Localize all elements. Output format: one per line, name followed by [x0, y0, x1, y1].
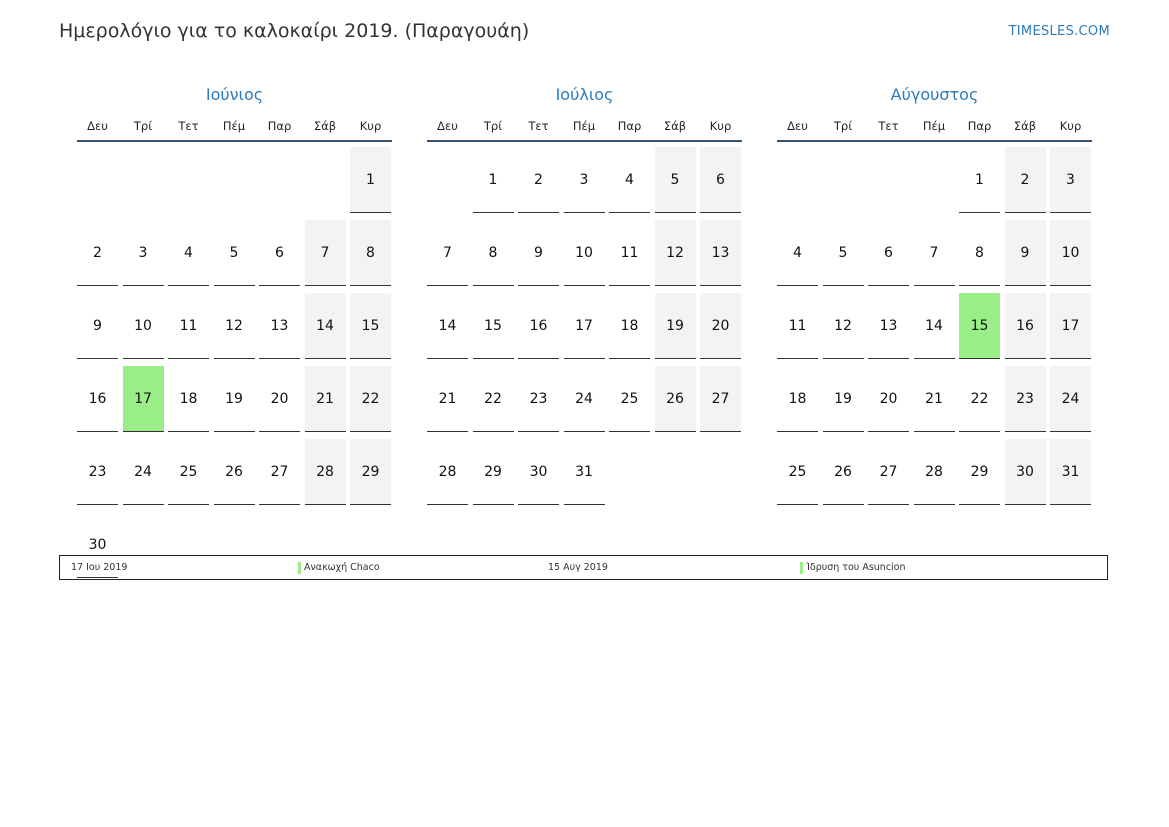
holiday-day: 15 — [959, 293, 1000, 359]
day-number: 27 — [868, 439, 909, 505]
day-number: 31 — [1050, 439, 1091, 505]
month-name: Ιούνιος — [205, 85, 264, 104]
day-cell — [777, 288, 818, 361]
day-number: 6 — [259, 220, 300, 286]
day-number: 5 — [823, 220, 864, 286]
day-number: 12 — [214, 293, 255, 359]
day-number: 17 — [1050, 293, 1091, 359]
day-cell — [777, 434, 818, 507]
day-number: 23 — [77, 439, 118, 505]
holiday-legend — [59, 555, 1108, 580]
day-number: 18 — [609, 293, 650, 359]
weekday-label: Τετ — [178, 119, 199, 133]
day-number: 6 — [700, 147, 741, 213]
day-cell — [518, 434, 559, 507]
day-number: 30 — [518, 439, 559, 505]
day-cell — [700, 361, 741, 434]
month-july — [427, 82, 742, 507]
day-number: 25 — [609, 366, 650, 432]
day-cell — [427, 434, 468, 507]
legend-label — [800, 556, 906, 580]
weekday-label: Σάβ — [313, 119, 337, 133]
weekday-label: Πέμ — [222, 119, 246, 133]
day-cell — [473, 142, 514, 215]
day-number: 2 — [1005, 147, 1046, 213]
day-cell — [305, 361, 346, 434]
day-cell — [959, 142, 1000, 215]
day-number: 27 — [259, 439, 300, 505]
weekday-label: Παρ — [967, 119, 992, 133]
day-cell — [1005, 288, 1046, 361]
day-number: 1 — [473, 147, 514, 213]
weekday-label: Παρ — [267, 119, 292, 133]
day-cell — [473, 288, 514, 361]
day-number: 6 — [868, 220, 909, 286]
day-number: 29 — [350, 439, 391, 505]
day-number: 9 — [1005, 220, 1046, 286]
day-cell — [609, 361, 650, 434]
legend-date: 17 Ιου 2019 — [71, 562, 128, 573]
day-number: 20 — [700, 293, 741, 359]
day-cell — [305, 215, 346, 288]
day-number: 13 — [700, 220, 741, 286]
weekday-label: Κυρ — [709, 119, 732, 133]
day-number: 24 — [564, 366, 605, 432]
weekday-label: Δευ — [787, 119, 808, 133]
legend-date: 15 Αυγ 2019 — [548, 562, 608, 573]
weekday-label: Τρί — [483, 119, 503, 133]
day-cell — [655, 142, 696, 215]
day-number: 28 — [914, 439, 955, 505]
day-number: 2 — [518, 147, 559, 213]
weekday-header — [77, 108, 392, 142]
empty-cell — [427, 142, 468, 215]
day-number: 15 — [473, 293, 514, 359]
weekday-label: Τετ — [528, 119, 549, 133]
day-cell — [518, 215, 559, 288]
empty-cell — [305, 142, 346, 215]
day-cell — [350, 288, 391, 361]
legend-label-text: Ανακωχή Chaco — [304, 562, 380, 573]
days-grid — [777, 142, 1092, 507]
day-cell — [914, 215, 955, 288]
weekday-label: Δευ — [437, 119, 458, 133]
day-number: 3 — [1050, 147, 1091, 213]
day-cell — [959, 288, 1000, 361]
day-number: 18 — [777, 366, 818, 432]
day-number: 22 — [350, 366, 391, 432]
day-number: 10 — [123, 293, 164, 359]
day-cell — [823, 215, 864, 288]
month-name: Ιούλιος — [555, 85, 614, 104]
day-cell — [655, 361, 696, 434]
day-cell — [77, 434, 118, 507]
day-cell — [700, 288, 741, 361]
day-number: 31 — [564, 439, 605, 505]
weekday-header — [777, 108, 1092, 142]
holiday-swatch — [298, 562, 301, 574]
day-cell — [350, 142, 391, 215]
day-number: 16 — [518, 293, 559, 359]
day-number: 24 — [123, 439, 164, 505]
weekday-label: Παρ — [617, 119, 642, 133]
day-cell — [823, 361, 864, 434]
day-number: 9 — [77, 293, 118, 359]
day-cell — [868, 215, 909, 288]
month-june — [77, 82, 392, 580]
day-cell — [305, 288, 346, 361]
day-cell — [777, 361, 818, 434]
day-cell — [655, 288, 696, 361]
day-cell — [427, 288, 468, 361]
day-cell — [473, 434, 514, 507]
day-number: 7 — [427, 220, 468, 286]
day-number: 8 — [350, 220, 391, 286]
legend-label — [298, 556, 380, 580]
day-cell — [1005, 361, 1046, 434]
weekday-label: Τετ — [878, 119, 899, 133]
day-cell — [959, 434, 1000, 507]
weekday-label: Τρί — [133, 119, 153, 133]
day-number: 5 — [214, 220, 255, 286]
day-number: 11 — [168, 293, 209, 359]
day-cell — [214, 215, 255, 288]
day-cell — [473, 215, 514, 288]
day-number: 22 — [959, 366, 1000, 432]
month-name: Αύγουστος — [890, 85, 979, 104]
day-cell — [564, 434, 605, 507]
day-number: 13 — [259, 293, 300, 359]
day-number: 15 — [350, 293, 391, 359]
day-cell — [1005, 434, 1046, 507]
empty-cell — [77, 142, 118, 215]
day-number: 21 — [305, 366, 346, 432]
day-cell — [823, 288, 864, 361]
page-title: Ημερολόγιο για το καλοκαίρι 2019. (Παραγουάη) — [59, 20, 530, 42]
day-cell — [914, 361, 955, 434]
day-cell — [123, 434, 164, 507]
day-cell — [259, 215, 300, 288]
day-number: 26 — [823, 439, 864, 505]
day-cell — [700, 215, 741, 288]
weekday-label: Σάβ — [1013, 119, 1037, 133]
day-number: 23 — [518, 366, 559, 432]
day-number: 14 — [427, 293, 468, 359]
day-number: 27 — [700, 366, 741, 432]
weekday-label: Κυρ — [1059, 119, 1082, 133]
empty-cell — [168, 142, 209, 215]
weekday-label: Τρί — [833, 119, 853, 133]
day-cell — [259, 361, 300, 434]
holiday-day: 17 — [123, 366, 164, 432]
day-cell — [427, 361, 468, 434]
empty-cell — [823, 142, 864, 215]
day-cell — [609, 288, 650, 361]
day-cell — [564, 361, 605, 434]
day-cell — [214, 288, 255, 361]
day-number: 3 — [564, 147, 605, 213]
day-number: 26 — [214, 439, 255, 505]
empty-cell — [777, 142, 818, 215]
day-cell — [914, 434, 955, 507]
day-number: 28 — [305, 439, 346, 505]
day-cell — [77, 215, 118, 288]
day-cell — [777, 215, 818, 288]
site-link[interactable]: TIMESLES.COM — [1008, 24, 1110, 39]
weekday-label: Πέμ — [572, 119, 596, 133]
weekday-label: Πέμ — [922, 119, 946, 133]
day-cell — [1005, 215, 1046, 288]
days-grid — [427, 142, 742, 507]
day-cell — [609, 215, 650, 288]
day-number: 5 — [655, 147, 696, 213]
day-number: 14 — [914, 293, 955, 359]
day-cell — [868, 361, 909, 434]
day-number: 23 — [1005, 366, 1046, 432]
day-number: 8 — [959, 220, 1000, 286]
day-number: 19 — [214, 366, 255, 432]
day-cell — [168, 288, 209, 361]
days-grid — [77, 142, 392, 580]
day-number: 29 — [959, 439, 1000, 505]
day-cell — [518, 361, 559, 434]
day-number: 21 — [427, 366, 468, 432]
day-number: 20 — [868, 366, 909, 432]
day-cell — [168, 215, 209, 288]
day-cell — [350, 361, 391, 434]
day-cell — [350, 215, 391, 288]
day-cell — [168, 361, 209, 434]
day-number: 7 — [305, 220, 346, 286]
empty-cell — [914, 142, 955, 215]
day-number: 17 — [564, 293, 605, 359]
day-cell — [564, 215, 605, 288]
day-number: 20 — [259, 366, 300, 432]
day-number: 29 — [473, 439, 514, 505]
day-cell — [214, 434, 255, 507]
day-number: 16 — [1005, 293, 1046, 359]
day-cell — [123, 215, 164, 288]
day-number: 13 — [868, 293, 909, 359]
day-number: 24 — [1050, 366, 1091, 432]
day-cell — [609, 142, 650, 215]
day-cell — [564, 142, 605, 215]
day-number: 18 — [168, 366, 209, 432]
day-cell — [518, 142, 559, 215]
day-cell — [1050, 215, 1091, 288]
day-cell — [914, 288, 955, 361]
day-cell — [868, 434, 909, 507]
holiday-swatch — [800, 562, 803, 574]
day-number: 30 — [77, 512, 118, 578]
month-august — [777, 82, 1092, 507]
day-number: 12 — [823, 293, 864, 359]
day-number: 2 — [77, 220, 118, 286]
day-number: 11 — [609, 220, 650, 286]
day-cell — [564, 288, 605, 361]
day-cell — [959, 361, 1000, 434]
weekday-label: Σάβ — [663, 119, 687, 133]
day-cell — [473, 361, 514, 434]
legend-label-text: Ίδρυση του Asuncion — [806, 562, 906, 573]
empty-cell — [259, 142, 300, 215]
day-cell — [1050, 361, 1091, 434]
day-number: 3 — [123, 220, 164, 286]
day-cell — [214, 361, 255, 434]
day-cell — [655, 215, 696, 288]
day-number: 11 — [777, 293, 818, 359]
day-number: 4 — [609, 147, 650, 213]
day-number: 1 — [350, 147, 391, 213]
day-number: 10 — [1050, 220, 1091, 286]
day-cell — [518, 288, 559, 361]
day-cell — [259, 434, 300, 507]
day-cell — [77, 288, 118, 361]
day-cell — [868, 288, 909, 361]
day-number: 19 — [655, 293, 696, 359]
day-cell — [350, 434, 391, 507]
day-number: 16 — [77, 366, 118, 432]
day-number: 22 — [473, 366, 514, 432]
day-cell — [1050, 288, 1091, 361]
day-cell — [259, 288, 300, 361]
weekday-label: Κυρ — [359, 119, 382, 133]
day-cell — [1005, 142, 1046, 215]
day-number: 4 — [777, 220, 818, 286]
day-number: 26 — [655, 366, 696, 432]
empty-cell — [214, 142, 255, 215]
empty-cell — [123, 142, 164, 215]
weekday-header — [427, 108, 742, 142]
day-cell — [700, 142, 741, 215]
day-number: 21 — [914, 366, 955, 432]
day-number: 28 — [427, 439, 468, 505]
day-number: 14 — [305, 293, 346, 359]
weekday-label: Δευ — [87, 119, 108, 133]
day-number: 25 — [777, 439, 818, 505]
day-cell — [1050, 142, 1091, 215]
empty-cell — [868, 142, 909, 215]
day-number: 8 — [473, 220, 514, 286]
day-cell — [168, 434, 209, 507]
day-cell — [1050, 434, 1091, 507]
day-cell — [305, 434, 346, 507]
day-cell — [123, 361, 164, 434]
day-cell — [427, 215, 468, 288]
day-number: 9 — [518, 220, 559, 286]
day-cell — [77, 361, 118, 434]
day-cell — [959, 215, 1000, 288]
day-number: 4 — [168, 220, 209, 286]
day-cell — [823, 434, 864, 507]
day-cell — [123, 288, 164, 361]
day-number: 25 — [168, 439, 209, 505]
day-number: 19 — [823, 366, 864, 432]
day-number: 7 — [914, 220, 955, 286]
day-number: 10 — [564, 220, 605, 286]
day-number: 1 — [959, 147, 1000, 213]
day-number: 30 — [1005, 439, 1046, 505]
day-number: 12 — [655, 220, 696, 286]
